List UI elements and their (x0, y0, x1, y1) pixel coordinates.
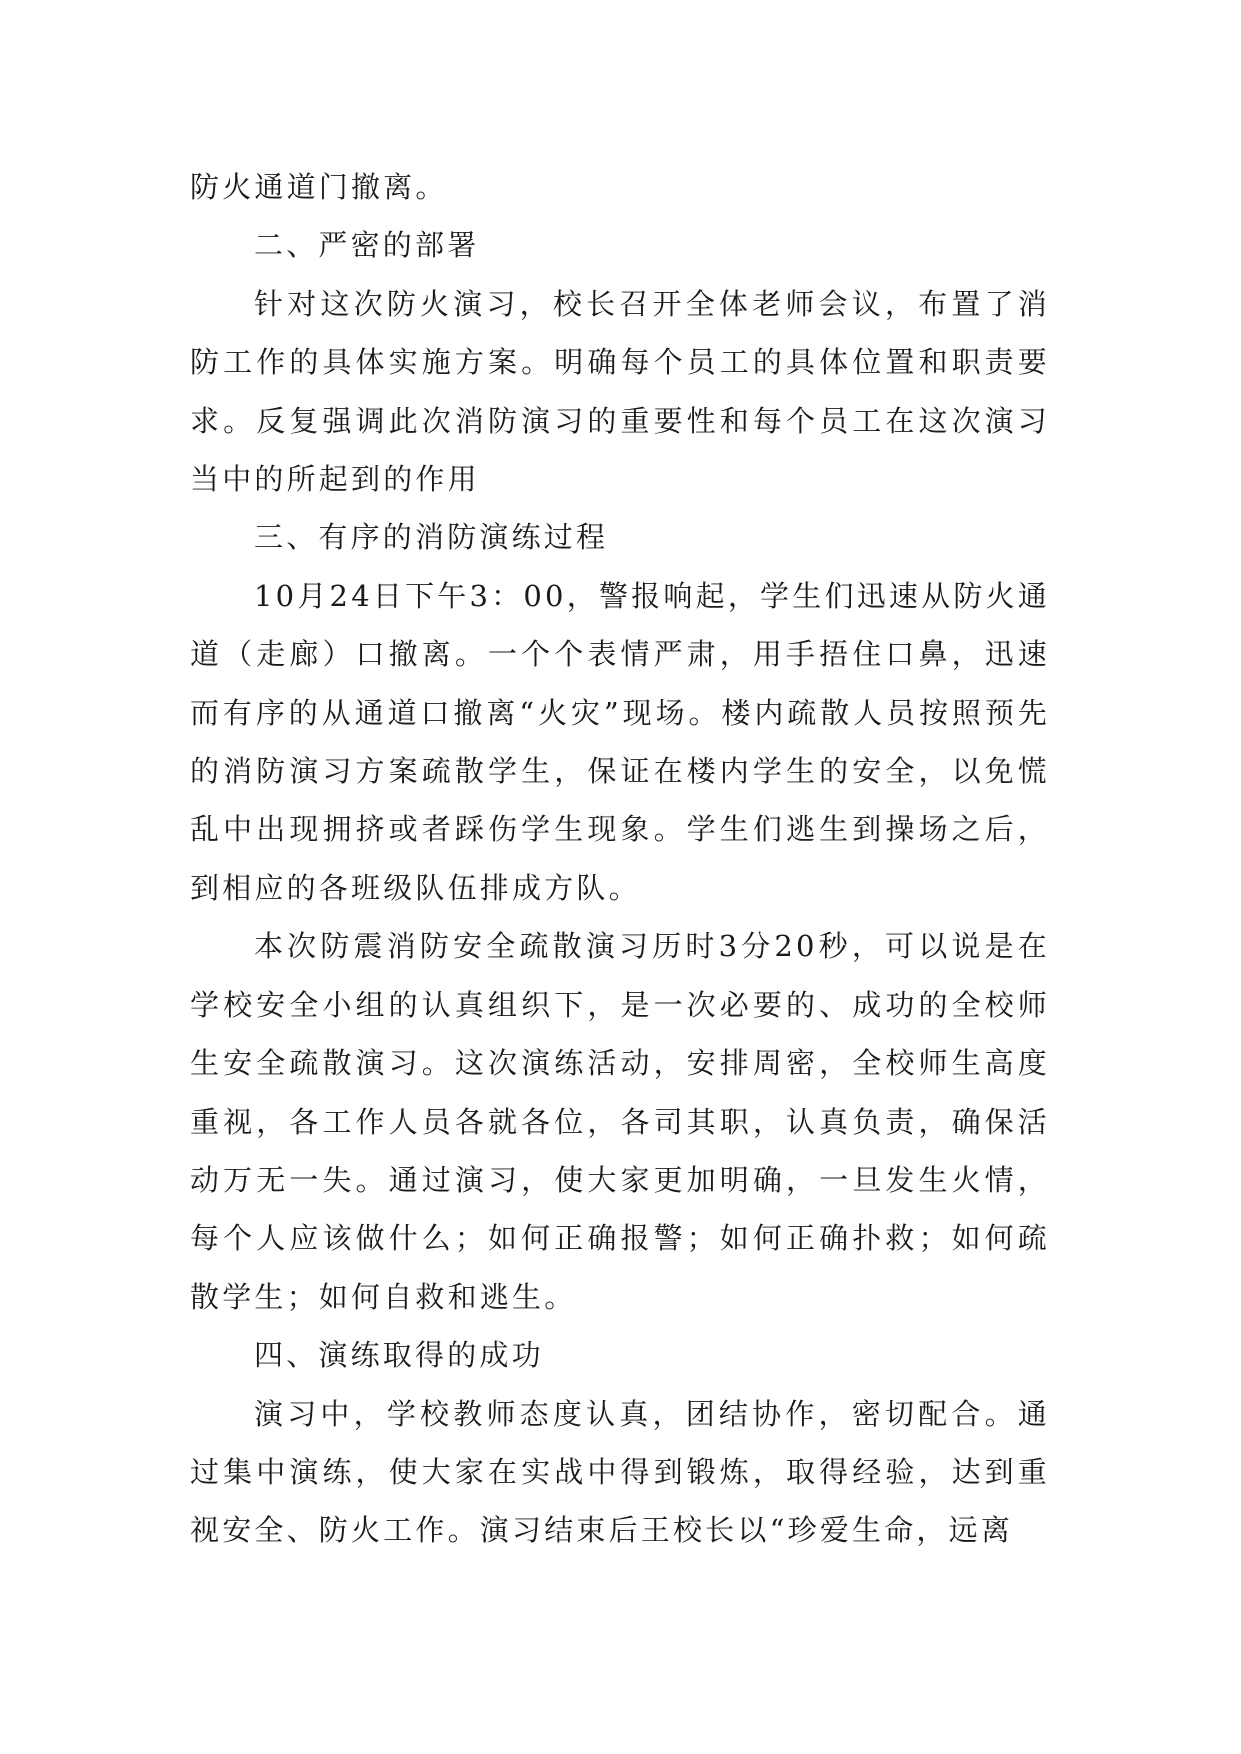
paragraph-drill-process: 10月24日下午3：00，警报响起，学生们迅速从防火通道（走廊）口撤离。一个个表情严肃，用手捂住口鼻，迅速而有序的从通道口撤离“火灾”现场。楼内疏散人员按照预先的消防演习方案疏散学生，保证在楼内学生的安全，以免慌乱中出现拥挤或者踩伤学生现象。学生们逃生到操场之后，到相应的各班级队伍排成方队。 (190, 578, 1050, 905)
document-body (190, 158, 1050, 1560)
section-heading-deployment: 二、严密的部署 (254, 228, 480, 263)
paragraph-success: 演习中，学校教师态度认真，团结协作，密切配合。通过集中演练，使大家在实战中得到锻炼，取得经验，达到重视安全、防火工作。演习结束后王校长以“珍爱生命，远离 (190, 1396, 1050, 1548)
paragraph-continuation: 防火通道门撤离。 (190, 170, 448, 204)
section-heading-drill-process: 三、有序的消防演练过程 (254, 520, 609, 555)
section-heading-success: 四、演练取得的成功 (254, 1338, 544, 1373)
paragraph-drill-summary: 本次防震消防安全疏散演习历时3分20秒，可以说是在学校安全小组的认真组织下，是一次必要的、成功的全校师生安全疏散演习。这次演练活动，安排周密，全校师生高度重视，各工作人员各就各位，各司其职，认真负责，确保活动万无一失。通过演习，使大家更加明确，一旦发生火情，每个人应该做什么；如何正确报警；如何正确扑救；如何疏散学生；如何自救和逃生。 (190, 929, 1050, 1314)
paragraph-deployment: 针对这次防火演习，校长召开全体老师会议，布置了消防工作的具体实施方案。明确每个员工的具体位置和职责要求。反复强调此次消防演习的重要性和每个员工在这次演习当中的所起到的作用 (190, 286, 1050, 497)
